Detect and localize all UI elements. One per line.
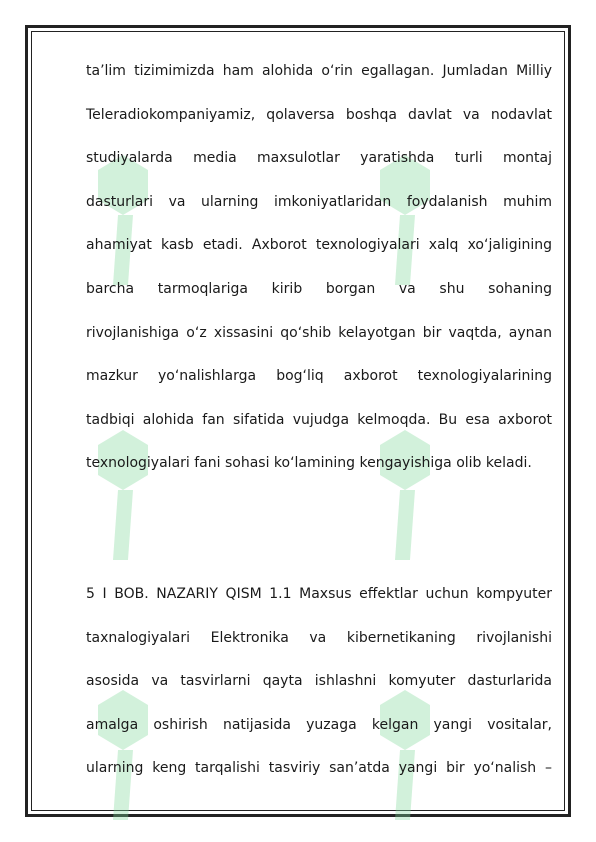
text-line: tadbiqi alohida fan sifatida vujudga kelmoqda. Bu esa axborot (86, 411, 552, 428)
text-line: barcha tarmoqlariga kirib borgan va shu sohaning (86, 280, 552, 297)
text-line: amalga oshirish natijasida yuzaga kelgan yangi vositalar, (86, 716, 552, 733)
document-body (86, 50, 552, 791)
paragraph-2 (86, 573, 552, 791)
text-line: ahamiyat kasb etadi. Axborot texnologiyalari xalq xo‘jaligining (86, 237, 552, 254)
text-line: asosida va tasvirlarni qayta ishlashni komyuter dasturlarida (86, 673, 552, 690)
text-line: ta’lim tizimimizda ham alohida o‘rin egallagan. Jumladan Milliy (86, 63, 552, 79)
text-line: texnologiyalari fani sohasi ko‘lamining kengayishiga olib keladi. (86, 455, 532, 472)
text-line: mazkur yo‘nalishlarga bog‘liq axborot texnologiyalarining (86, 368, 552, 385)
text-line: taxnalogiyalari Elektronika va kibernetikaning rivojlanishi (86, 629, 552, 646)
text-line: Teleradiokompaniyamiz, qolaversa boshqa davlat va nodavlat (86, 106, 552, 123)
text-line: 5 I BOB. NAZARIY QISM 1.1 Maxsus effektlar uchun kompyuter (86, 585, 552, 602)
paragraph-1 (86, 50, 552, 486)
text-line: rivojlanishiga o‘z xissasini qo‘shib kelayotgan bir vaqtda, aynan (86, 324, 552, 341)
text-line: ularning keng tarqalishi tasviriy san’atda yangi bir yo‘nalish – (86, 760, 552, 777)
text-line: studiyalarda media maxsulotlar yaratishda turli montaj (86, 150, 552, 167)
text-line: dasturlari va ularning imkoniyatlaridan foydalanish muhim (86, 193, 552, 210)
